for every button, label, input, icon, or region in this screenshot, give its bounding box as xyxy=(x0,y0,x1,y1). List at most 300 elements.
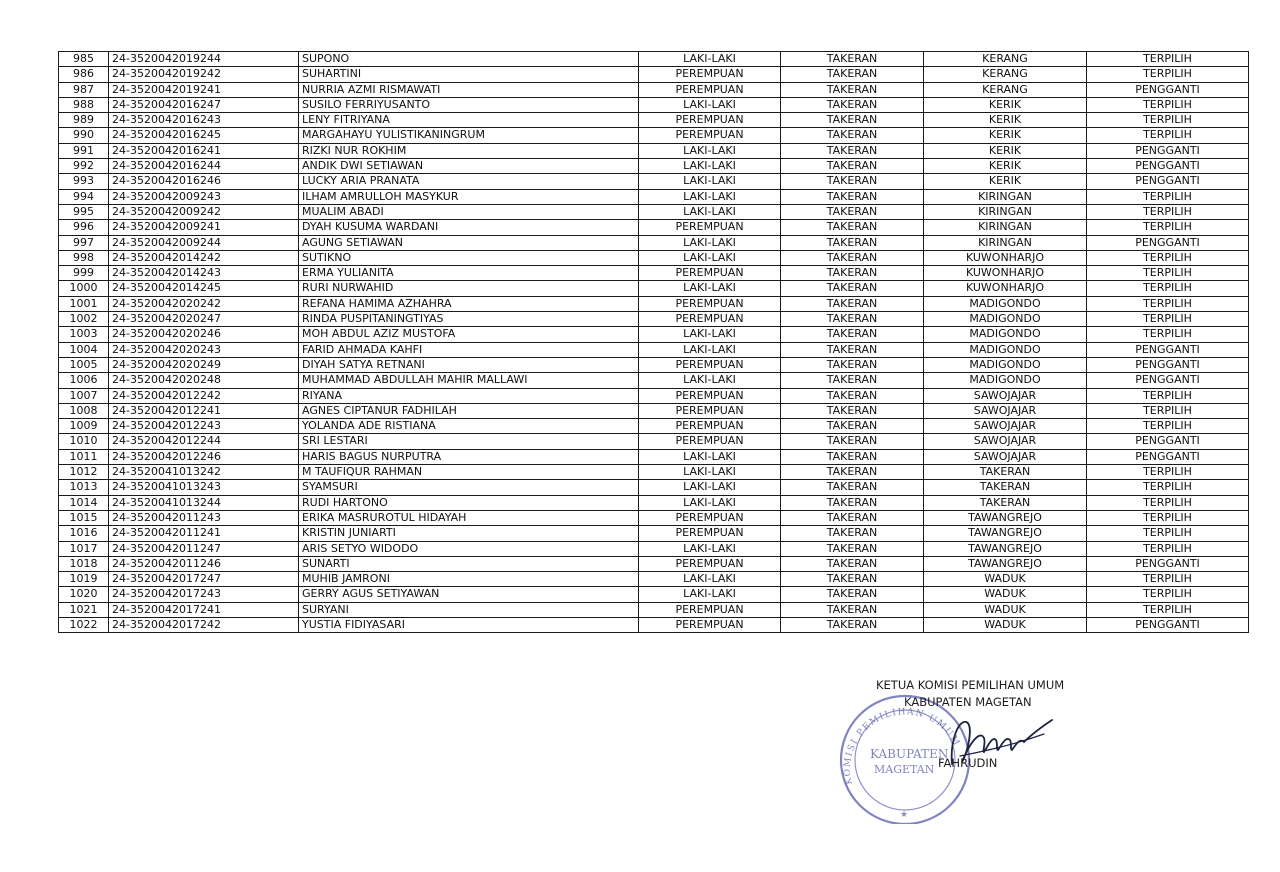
cell-status: PENGGANTI xyxy=(1087,235,1249,250)
table-row xyxy=(59,189,1249,204)
cell-registration-id: 24-3520042011246 xyxy=(109,556,299,571)
cell-name: SURYANI xyxy=(299,602,639,617)
cell-gender: PEREMPUAN xyxy=(639,602,781,617)
cell-gender: LAKI-LAKI xyxy=(639,572,781,587)
cell-desa: KERANG xyxy=(924,67,1087,82)
cell-number: 1017 xyxy=(59,541,109,556)
cell-kecamatan: TAKERAN xyxy=(781,617,924,632)
cell-desa: SAWOJAJAR xyxy=(924,419,1087,434)
table-row xyxy=(59,617,1249,632)
table-row xyxy=(59,388,1249,403)
cell-status: TERPILIH xyxy=(1087,602,1249,617)
cell-registration-id: 24-3520042017241 xyxy=(109,602,299,617)
cell-gender: LAKI-LAKI xyxy=(639,373,781,388)
signatory-name: FAHRUDIN xyxy=(938,756,998,770)
table-row xyxy=(59,97,1249,112)
cell-number: 1015 xyxy=(59,510,109,525)
cell-status: TERPILIH xyxy=(1087,495,1249,510)
cell-status: TERPILIH xyxy=(1087,388,1249,403)
table-row xyxy=(59,159,1249,174)
cell-number: 1016 xyxy=(59,526,109,541)
cell-gender: PEREMPUAN xyxy=(639,266,781,281)
cell-status: TERPILIH xyxy=(1087,250,1249,265)
cell-gender: LAKI-LAKI xyxy=(639,235,781,250)
cell-kecamatan: TAKERAN xyxy=(781,250,924,265)
cell-number: 988 xyxy=(59,97,109,112)
table-row xyxy=(59,419,1249,434)
cell-name: REFANA HAMIMA AZHAHRA xyxy=(299,296,639,311)
cell-name: GERRY AGUS SETIYAWAN xyxy=(299,587,639,602)
cell-registration-id: 24-3520042016247 xyxy=(109,97,299,112)
cell-number: 1008 xyxy=(59,403,109,418)
cell-kecamatan: TAKERAN xyxy=(781,434,924,449)
cell-status: TERPILIH xyxy=(1087,572,1249,587)
cell-status: PENGGANTI xyxy=(1087,159,1249,174)
cell-number: 1012 xyxy=(59,465,109,480)
cell-registration-id: 24-3520042012244 xyxy=(109,434,299,449)
cell-desa: SAWOJAJAR xyxy=(924,449,1087,464)
cell-name: LUCKY ARIA PRANATA xyxy=(299,174,639,189)
cell-desa: SAWOJAJAR xyxy=(924,434,1087,449)
cell-gender: PEREMPUAN xyxy=(639,419,781,434)
signature-title: KETUA KOMISI PEMILIHAN UMUM xyxy=(876,678,1065,692)
cell-status: TERPILIH xyxy=(1087,465,1249,480)
cell-kecamatan: TAKERAN xyxy=(781,419,924,434)
cell-status: PENGGANTI xyxy=(1087,449,1249,464)
cell-registration-id: 24-3520042009242 xyxy=(109,204,299,219)
cell-gender: LAKI-LAKI xyxy=(639,250,781,265)
table-row xyxy=(59,357,1249,372)
cell-registration-id: 24-3520042016243 xyxy=(109,113,299,128)
cell-registration-id: 24-3520042016241 xyxy=(109,143,299,158)
cell-kecamatan: TAKERAN xyxy=(781,189,924,204)
cell-desa: SAWOJAJAR xyxy=(924,388,1087,403)
stamp-line-1: KABUPATEN xyxy=(870,747,949,761)
cell-name: M TAUFIQUR RAHMAN xyxy=(299,465,639,480)
cell-number: 1020 xyxy=(59,587,109,602)
cell-number: 1013 xyxy=(59,480,109,495)
cell-registration-id: 24-3520042020243 xyxy=(109,342,299,357)
cell-kecamatan: TAKERAN xyxy=(781,510,924,525)
cell-registration-id: 24-3520041013244 xyxy=(109,495,299,510)
cell-status: PENGGANTI xyxy=(1087,82,1249,97)
cell-registration-id: 24-3520042016244 xyxy=(109,159,299,174)
cell-status: TERPILIH xyxy=(1087,189,1249,204)
cell-registration-id: 24-3520042011243 xyxy=(109,510,299,525)
cell-gender: PEREMPUAN xyxy=(639,526,781,541)
cell-desa: KIRINGAN xyxy=(924,220,1087,235)
cell-desa: TAWANGREJO xyxy=(924,541,1087,556)
cell-status: TERPILIH xyxy=(1087,113,1249,128)
cell-kecamatan: TAKERAN xyxy=(781,373,924,388)
cell-name: SUNARTI xyxy=(299,556,639,571)
table-row xyxy=(59,403,1249,418)
cell-status: TERPILIH xyxy=(1087,480,1249,495)
table-row xyxy=(59,281,1249,296)
cell-status: TERPILIH xyxy=(1087,220,1249,235)
table-row xyxy=(59,342,1249,357)
cell-desa: TAKERAN xyxy=(924,495,1087,510)
cell-name: DYAH KUSUMA WARDANI xyxy=(299,220,639,235)
cell-status: TERPILIH xyxy=(1087,541,1249,556)
cell-number: 999 xyxy=(59,266,109,281)
table-row xyxy=(59,465,1249,480)
cell-number: 993 xyxy=(59,174,109,189)
signature-subtitle: KABUPATEN MAGETAN xyxy=(904,695,1032,709)
cell-kecamatan: TAKERAN xyxy=(781,495,924,510)
cell-registration-id: 24-3520042017243 xyxy=(109,587,299,602)
cell-number: 1001 xyxy=(59,296,109,311)
cell-name: MUHAMMAD ABDULLAH MAHIR MALLAWI xyxy=(299,373,639,388)
cell-status: TERPILIH xyxy=(1087,281,1249,296)
cell-status: TERPILIH xyxy=(1087,266,1249,281)
cell-desa: KUWONHARJO xyxy=(924,266,1087,281)
cell-number: 989 xyxy=(59,113,109,128)
cell-number: 1010 xyxy=(59,434,109,449)
cell-kecamatan: TAKERAN xyxy=(781,128,924,143)
cell-registration-id: 24-3520042012242 xyxy=(109,388,299,403)
cell-name: ANDIK DWI SETIAWAN xyxy=(299,159,639,174)
cell-kecamatan: TAKERAN xyxy=(781,174,924,189)
cell-number: 1006 xyxy=(59,373,109,388)
cell-desa: KERANG xyxy=(924,82,1087,97)
cell-kecamatan: TAKERAN xyxy=(781,281,924,296)
cell-status: PENGGANTI xyxy=(1087,342,1249,357)
cell-desa: WADUK xyxy=(924,602,1087,617)
cell-registration-id: 24-3520042017247 xyxy=(109,572,299,587)
cell-status: TERPILIH xyxy=(1087,312,1249,327)
cell-registration-id: 24-3520042020242 xyxy=(109,296,299,311)
cell-gender: LAKI-LAKI xyxy=(639,587,781,602)
cell-name: SUSILO FERRIYUSANTO xyxy=(299,97,639,112)
cell-name: FARID AHMADA KAHFI xyxy=(299,342,639,357)
cell-kecamatan: TAKERAN xyxy=(781,541,924,556)
cell-desa: MADIGONDO xyxy=(924,342,1087,357)
cell-status: TERPILIH xyxy=(1087,97,1249,112)
table-row xyxy=(59,434,1249,449)
cell-kecamatan: TAKERAN xyxy=(781,113,924,128)
cell-registration-id: 24-3520042014242 xyxy=(109,250,299,265)
cell-status: TERPILIH xyxy=(1087,526,1249,541)
cell-desa: MADIGONDO xyxy=(924,357,1087,372)
cell-status: TERPILIH xyxy=(1087,419,1249,434)
cell-number: 1011 xyxy=(59,449,109,464)
cell-number: 985 xyxy=(59,52,109,67)
cell-registration-id: 24-3520042020249 xyxy=(109,357,299,372)
cell-number: 994 xyxy=(59,189,109,204)
cell-name: ILHAM AMRULLOH MASYKUR xyxy=(299,189,639,204)
cell-kecamatan: TAKERAN xyxy=(781,465,924,480)
cell-registration-id: 24-3520042012241 xyxy=(109,403,299,418)
cell-gender: PEREMPUAN xyxy=(639,388,781,403)
cell-status: TERPILIH xyxy=(1087,327,1249,342)
cell-desa: WADUK xyxy=(924,617,1087,632)
signature-block xyxy=(830,676,1090,836)
cell-gender: LAKI-LAKI xyxy=(639,143,781,158)
cell-gender: PEREMPUAN xyxy=(639,220,781,235)
table-row xyxy=(59,510,1249,525)
table-row xyxy=(59,113,1249,128)
cell-status: TERPILIH xyxy=(1087,128,1249,143)
cell-name: SUHARTINI xyxy=(299,67,639,82)
cell-gender: LAKI-LAKI xyxy=(639,281,781,296)
cell-name: SUTIKNO xyxy=(299,250,639,265)
cell-status: TERPILIH xyxy=(1087,204,1249,219)
cell-name: AGUNG SETIAWAN xyxy=(299,235,639,250)
cell-gender: LAKI-LAKI xyxy=(639,480,781,495)
cell-name: HARIS BAGUS NURPUTRA xyxy=(299,449,639,464)
cell-name: SYAMSURI xyxy=(299,480,639,495)
cell-registration-id: 24-3520042020248 xyxy=(109,373,299,388)
cell-status: PENGGANTI xyxy=(1087,556,1249,571)
cell-number: 990 xyxy=(59,128,109,143)
cell-kecamatan: TAKERAN xyxy=(781,97,924,112)
cell-kecamatan: TAKERAN xyxy=(781,449,924,464)
cell-desa: KERANG xyxy=(924,52,1087,67)
cell-kecamatan: TAKERAN xyxy=(781,572,924,587)
cell-gender: PEREMPUAN xyxy=(639,434,781,449)
cell-kecamatan: TAKERAN xyxy=(781,602,924,617)
cell-gender: PEREMPUAN xyxy=(639,312,781,327)
cell-number: 997 xyxy=(59,235,109,250)
cell-registration-id: 24-3520042020246 xyxy=(109,327,299,342)
cell-desa: TAWANGREJO xyxy=(924,526,1087,541)
table-row xyxy=(59,250,1249,265)
table-row xyxy=(59,373,1249,388)
table-body xyxy=(59,52,1249,633)
cell-kecamatan: TAKERAN xyxy=(781,296,924,311)
cell-gender: LAKI-LAKI xyxy=(639,97,781,112)
table-row xyxy=(59,541,1249,556)
cell-name: NURRIA AZMI RISMAWATI xyxy=(299,82,639,97)
cell-gender: LAKI-LAKI xyxy=(639,52,781,67)
cell-desa: TAKERAN xyxy=(924,480,1087,495)
cell-number: 986 xyxy=(59,67,109,82)
cell-status: PENGGANTI xyxy=(1087,143,1249,158)
table-row xyxy=(59,449,1249,464)
cell-number: 1000 xyxy=(59,281,109,296)
cell-name: DIYAH SATYA RETNANI xyxy=(299,357,639,372)
cell-desa: KERIK xyxy=(924,128,1087,143)
cell-number: 1018 xyxy=(59,556,109,571)
cell-status: TERPILIH xyxy=(1087,67,1249,82)
cell-gender: PEREMPUAN xyxy=(639,113,781,128)
table-row xyxy=(59,174,1249,189)
cell-desa: KIRINGAN xyxy=(924,204,1087,219)
cell-number: 1002 xyxy=(59,312,109,327)
cell-desa: KERIK xyxy=(924,113,1087,128)
cell-name: MUHIB JAMRONI xyxy=(299,572,639,587)
cell-name: RIZKI NUR ROKHIM xyxy=(299,143,639,158)
table-row xyxy=(59,235,1249,250)
cell-desa: KERIK xyxy=(924,174,1087,189)
cell-registration-id: 24-3520042009244 xyxy=(109,235,299,250)
cell-desa: MADIGONDO xyxy=(924,373,1087,388)
cell-desa: KERIK xyxy=(924,143,1087,158)
cell-status: TERPILIH xyxy=(1087,587,1249,602)
cell-desa: KIRINGAN xyxy=(924,235,1087,250)
cell-desa: TAKERAN xyxy=(924,465,1087,480)
cell-gender: LAKI-LAKI xyxy=(639,327,781,342)
cell-number: 991 xyxy=(59,143,109,158)
cell-kecamatan: TAKERAN xyxy=(781,266,924,281)
table-row xyxy=(59,602,1249,617)
table-row xyxy=(59,67,1249,82)
cell-gender: LAKI-LAKI xyxy=(639,189,781,204)
cell-name: RUDI HARTONO xyxy=(299,495,639,510)
cell-gender: PEREMPUAN xyxy=(639,617,781,632)
cell-number: 1022 xyxy=(59,617,109,632)
stamp-ring-text: KOMISI PEMILIHAN UMUM xyxy=(842,707,962,786)
cell-name: ERIKA MASRUROTUL HIDAYAH xyxy=(299,510,639,525)
cell-kecamatan: TAKERAN xyxy=(781,52,924,67)
cell-registration-id: 24-3520042016245 xyxy=(109,128,299,143)
cell-name: MARGAHAYU YULISTIKANINGRUM xyxy=(299,128,639,143)
table-row xyxy=(59,495,1249,510)
cell-registration-id: 24-3520042009243 xyxy=(109,189,299,204)
cell-registration-id: 24-3520042009241 xyxy=(109,220,299,235)
cell-name: YUSTIA FIDIYASARI xyxy=(299,617,639,632)
cell-gender: LAKI-LAKI xyxy=(639,541,781,556)
cell-desa: MADIGONDO xyxy=(924,296,1087,311)
cell-gender: PEREMPUAN xyxy=(639,82,781,97)
cell-name: RINDA PUSPITANINGTIYAS xyxy=(299,312,639,327)
cell-name: SRI LESTARI xyxy=(299,434,639,449)
cell-gender: PEREMPUAN xyxy=(639,128,781,143)
cell-status: TERPILIH xyxy=(1087,403,1249,418)
cell-kecamatan: TAKERAN xyxy=(781,143,924,158)
cell-kecamatan: TAKERAN xyxy=(781,67,924,82)
cell-status: PENGGANTI xyxy=(1087,373,1249,388)
table-row xyxy=(59,526,1249,541)
cell-kecamatan: TAKERAN xyxy=(781,357,924,372)
cell-desa: MADIGONDO xyxy=(924,312,1087,327)
cell-gender: LAKI-LAKI xyxy=(639,159,781,174)
cell-desa: WADUK xyxy=(924,587,1087,602)
table-row xyxy=(59,52,1249,67)
cell-status: PENGGANTI xyxy=(1087,617,1249,632)
cell-registration-id: 24-3520042014243 xyxy=(109,266,299,281)
cell-kecamatan: TAKERAN xyxy=(781,388,924,403)
cell-number: 1005 xyxy=(59,357,109,372)
cell-kecamatan: TAKERAN xyxy=(781,220,924,235)
cell-desa: SAWOJAJAR xyxy=(924,403,1087,418)
cell-gender: LAKI-LAKI xyxy=(639,449,781,464)
cell-gender: LAKI-LAKI xyxy=(639,342,781,357)
cell-kecamatan: TAKERAN xyxy=(781,587,924,602)
cell-desa: WADUK xyxy=(924,572,1087,587)
candidate-table xyxy=(58,51,1249,633)
cell-gender: PEREMPUAN xyxy=(639,403,781,418)
cell-name: MUALIM ABADI xyxy=(299,204,639,219)
cell-gender: PEREMPUAN xyxy=(639,67,781,82)
stamp-line-2: MAGETAN xyxy=(874,763,935,776)
cell-status: PENGGANTI xyxy=(1087,357,1249,372)
cell-kecamatan: TAKERAN xyxy=(781,159,924,174)
table-row xyxy=(59,572,1249,587)
cell-kecamatan: TAKERAN xyxy=(781,312,924,327)
cell-number: 995 xyxy=(59,204,109,219)
cell-registration-id: 24-3520042017242 xyxy=(109,617,299,632)
cell-name: RIYANA xyxy=(299,388,639,403)
cell-number: 1021 xyxy=(59,602,109,617)
cell-registration-id: 24-3520042020247 xyxy=(109,312,299,327)
cell-name: MOH ABDUL AZIZ MUSTOFA xyxy=(299,327,639,342)
cell-kecamatan: TAKERAN xyxy=(781,480,924,495)
table-row xyxy=(59,82,1249,97)
cell-name: KRISTIN JUNIARTI xyxy=(299,526,639,541)
cell-number: 987 xyxy=(59,82,109,97)
table-row xyxy=(59,204,1249,219)
cell-registration-id: 24-3520042019241 xyxy=(109,82,299,97)
cell-desa: KERIK xyxy=(924,159,1087,174)
cell-number: 996 xyxy=(59,220,109,235)
table-row xyxy=(59,312,1249,327)
cell-registration-id: 24-3520042011241 xyxy=(109,526,299,541)
cell-number: 1014 xyxy=(59,495,109,510)
table-row xyxy=(59,128,1249,143)
table-row xyxy=(59,480,1249,495)
cell-gender: LAKI-LAKI xyxy=(639,495,781,510)
cell-registration-id: 24-3520041013243 xyxy=(109,480,299,495)
cell-name: SUPONO xyxy=(299,52,639,67)
cell-kecamatan: TAKERAN xyxy=(781,82,924,97)
cell-desa: KUWONHARJO xyxy=(924,250,1087,265)
stamp-star-icon: ★ xyxy=(900,810,909,820)
cell-kecamatan: TAKERAN xyxy=(781,342,924,357)
cell-desa: KUWONHARJO xyxy=(924,281,1087,296)
table-row xyxy=(59,587,1249,602)
cell-registration-id: 24-3520042016246 xyxy=(109,174,299,189)
cell-gender: PEREMPUAN xyxy=(639,296,781,311)
cell-name: ERMA YULIANITA xyxy=(299,266,639,281)
cell-number: 998 xyxy=(59,250,109,265)
table-row xyxy=(59,556,1249,571)
cell-registration-id: 24-3520041013242 xyxy=(109,465,299,480)
cell-number: 1009 xyxy=(59,419,109,434)
cell-desa: MADIGONDO xyxy=(924,327,1087,342)
table-row xyxy=(59,296,1249,311)
cell-kecamatan: TAKERAN xyxy=(781,556,924,571)
cell-number: 1004 xyxy=(59,342,109,357)
cell-status: PENGGANTI xyxy=(1087,434,1249,449)
cell-kecamatan: TAKERAN xyxy=(781,403,924,418)
cell-gender: PEREMPUAN xyxy=(639,510,781,525)
cell-gender: PEREMPUAN xyxy=(639,556,781,571)
cell-name: LENY FITRIYANA xyxy=(299,113,639,128)
cell-desa: KERIK xyxy=(924,97,1087,112)
cell-desa: KIRINGAN xyxy=(924,189,1087,204)
cell-number: 1003 xyxy=(59,327,109,342)
table-row xyxy=(59,220,1249,235)
cell-name: YOLANDA ADE RISTIANA xyxy=(299,419,639,434)
table-row xyxy=(59,266,1249,281)
cell-number: 1007 xyxy=(59,388,109,403)
cell-number: 992 xyxy=(59,159,109,174)
cell-kecamatan: TAKERAN xyxy=(781,204,924,219)
cell-status: TERPILIH xyxy=(1087,296,1249,311)
cell-desa: TAWANGREJO xyxy=(924,510,1087,525)
cell-registration-id: 24-3520042012246 xyxy=(109,449,299,464)
cell-registration-id: 24-3520042019244 xyxy=(109,52,299,67)
cell-name: ARIS SETYO WIDODO xyxy=(299,541,639,556)
cell-status: TERPILIH xyxy=(1087,510,1249,525)
cell-kecamatan: TAKERAN xyxy=(781,235,924,250)
table-row xyxy=(59,143,1249,158)
cell-gender: LAKI-LAKI xyxy=(639,465,781,480)
cell-registration-id: 24-3520042012243 xyxy=(109,419,299,434)
cell-status: PENGGANTI xyxy=(1087,174,1249,189)
